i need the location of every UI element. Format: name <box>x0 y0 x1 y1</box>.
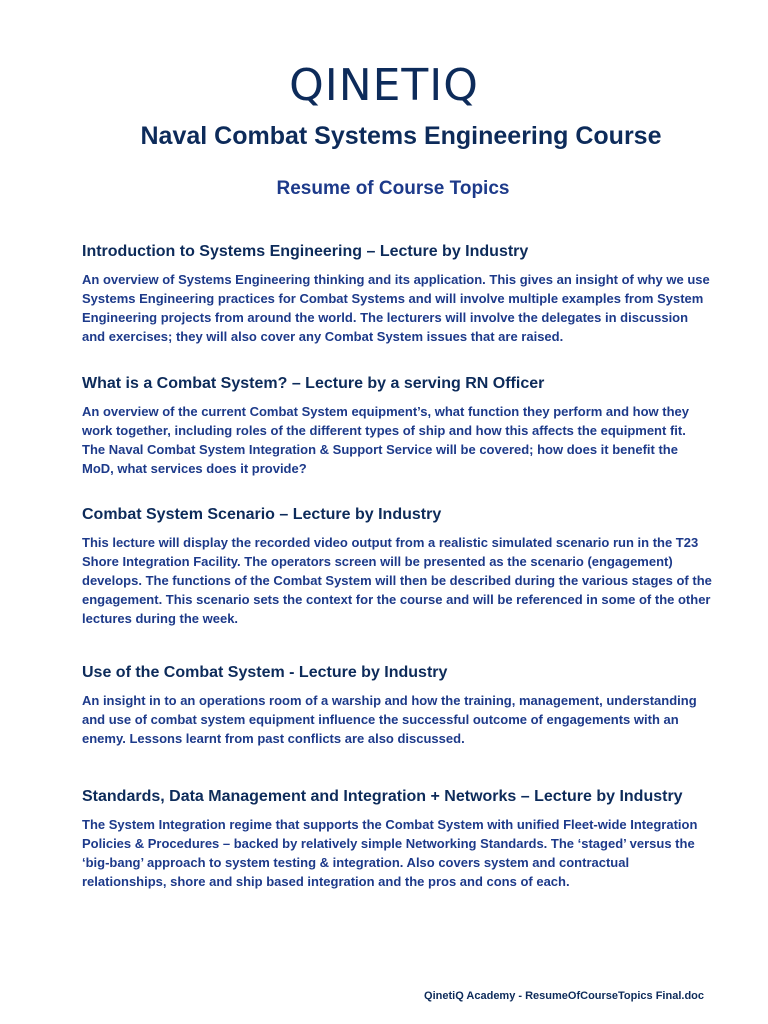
section-body: The System Integration regime that supports the Combat System with unified Fleet-wide Integration Policies & Procedures – backed by relatively simple Networking Standards. The ‘staged’ versus the ‘big-bang’ approach to system testing & integration. Also covers system and contractual relationships, shore and ship based integration and the pros and cons of each. <box>82 817 698 889</box>
section-body: An overview of the current Combat System equipment’s, what function they perform and how they work together, including roles of the different types of ship and how this affects the equipment fit. The Naval Combat System Integration & Support Service will be covered; how does it benefit the MoD, what services does it provide? <box>82 404 689 476</box>
section-heading: Combat System Scenario – Lecture by Industry <box>82 506 442 523</box>
page-title: Naval Combat Systems Engineering Course <box>140 122 662 150</box>
section-introduction-systems-engineering <box>82 242 712 346</box>
section-body: An insight in to an operations room of a warship and how the training, management, understanding and use of combat system equipment influence the successful outcome of engagements with an enemy. Lessons learnt from past conflicts are also discussed. <box>82 693 697 746</box>
section-heading: What is a Combat System? – Lecture by a serving RN Officer <box>82 375 545 392</box>
section-body: This lecture will display the recorded video output from a realistic simulated scenario run in the T23 Shore Integration Facility. The operators screen will be presented as the scenario (engagement) develops. The functions of the Combat System will then be described during the various stages of the engagement. This scenario sets the context for the course and will be referenced in some of the other lectures during the week. <box>82 535 712 626</box>
section-use-of-combat-system <box>82 663 712 748</box>
page-footer: QinetiQ Academy - ResumeOfCourseTopics Final.doc <box>424 990 704 1002</box>
section-heading: Standards, Data Management and Integration + Networks – Lecture by Industry <box>82 788 683 805</box>
section-what-is-combat-system <box>82 374 712 478</box>
section-heading: Use of the Combat System - Lecture by Industry <box>82 664 448 681</box>
section-heading: Introduction to Systems Engineering – Lecture by Industry <box>82 243 529 260</box>
page-subtitle: Resume of Course Topics <box>276 178 510 199</box>
section-body: An overview of Systems Engineering thinking and its application. This gives an insight of why we use Systems Engineering practices for Combat Systems and will involve multiple examples from System Engineering projects from around the world. The lecturers will involve the delegates in discussion and exercises; they will also cover any Combat System issues that are raised. <box>82 272 710 344</box>
section-standards-data-management <box>82 787 712 891</box>
section-combat-system-scenario <box>82 505 712 628</box>
qinetiq-logo: QINETIQ <box>289 60 479 111</box>
